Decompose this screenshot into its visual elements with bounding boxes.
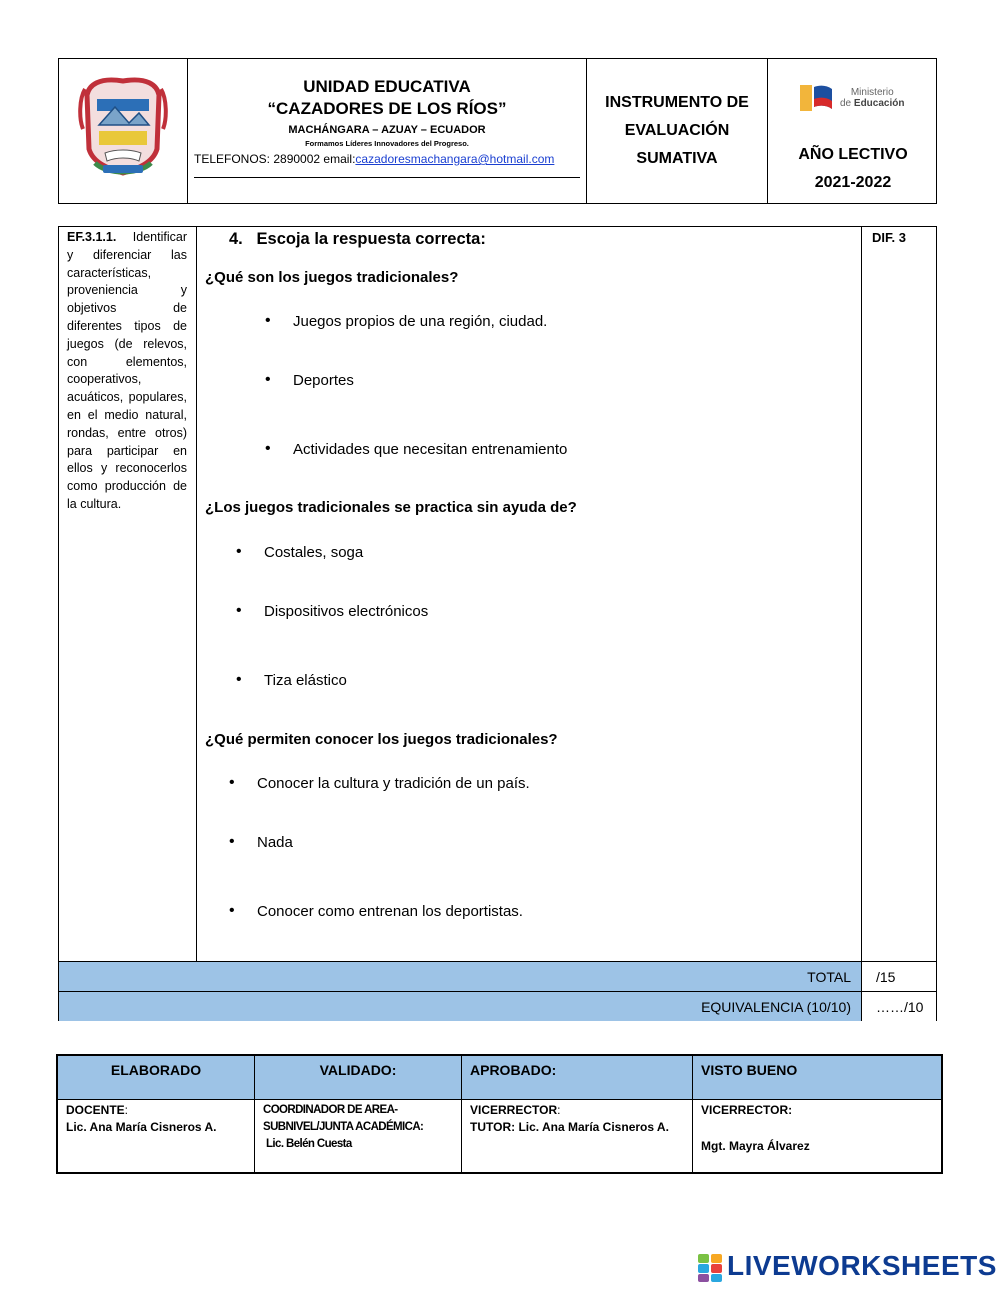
signature-header: APROBADO:: [462, 1056, 692, 1100]
signature-cell-aprobado: [462, 1056, 693, 1172]
exercise-title: [229, 230, 486, 249]
role-suffix: :: [124, 1103, 129, 1117]
question-3: ¿Qué permiten conocer los juegos tradicionales?: [205, 731, 558, 748]
signature-body: [701, 1102, 937, 1155]
total-value: /15: [861, 962, 936, 991]
criterion-code: EF.3.1.1.: [67, 230, 117, 244]
exercise-instruction: Escoja la respuesta correcta:: [256, 230, 486, 248]
exercise-number: 4.: [229, 230, 243, 248]
liveworksheets-text: LIVEWORKSHEETS: [727, 1250, 997, 1281]
total-row: [59, 961, 936, 991]
answer-option[interactable]: • Dispositivos electrónicos: [264, 603, 428, 620]
instrument-line: INSTRUMENTO DE: [605, 94, 749, 111]
instrument-line: SUMATIVA: [636, 150, 718, 167]
header-table: [58, 58, 937, 204]
criterion-text: [67, 229, 187, 514]
answer-option[interactable]: • Juegos propios de una región, ciudad.: [293, 313, 547, 330]
signature-name: Lic. Ana María Cisneros A.: [66, 1120, 217, 1134]
answer-option[interactable]: • Conocer como entrenan los deportistas.: [257, 903, 523, 920]
role-suffix: :: [557, 1103, 561, 1117]
signature-role: [66, 1102, 250, 1119]
phone-text: TELEFONOS: 2890002 email:: [194, 152, 356, 166]
criterion-description: Identificar y diferenciar las características, proveniencia y objetivos de diferentes tipos de juegos (de relevos, con elementos, cooperativos, acuáticos, populares, en el medio natural, rondas, entre otros) para participar en ellos y reconocerlos como producción de la cultura.: [67, 230, 187, 511]
ministry-prefix: de: [840, 98, 854, 109]
signature-name: Mgt. Mayra Álvarez: [701, 1139, 810, 1153]
question-1: ¿Qué son los juegos tradicionales?: [205, 269, 459, 286]
question-2: ¿Los juegos tradicionales se practica sin ayuda de?: [205, 499, 577, 516]
equivalence-label: EQUIVALENCIA (10/10): [701, 999, 851, 1015]
email-link[interactable]: cazadoresmachangara@hotmail.com: [355, 152, 555, 166]
ministry-line: [840, 98, 904, 109]
role-text: DOCENTE: [66, 1103, 125, 1117]
signatures-table: [56, 1054, 943, 1174]
signature-body: [470, 1102, 688, 1136]
total-label: TOTAL: [807, 969, 851, 985]
signature-header: ELABORADO: [58, 1056, 254, 1100]
difficulty-cell: [861, 227, 938, 961]
criterion-cell: [59, 227, 197, 961]
signature-body: [66, 1102, 250, 1136]
year-value: 2021-2022: [814, 174, 892, 191]
signature-cell-elaborado: [58, 1056, 255, 1172]
school-crest-icon: [59, 59, 188, 205]
ministry-text: [840, 87, 904, 109]
signature-name: TUTOR: Lic. Ana María Cisneros A.: [470, 1120, 669, 1134]
equivalence-value: ……/10: [861, 992, 936, 1021]
instrument-cell: [587, 59, 768, 203]
signature-header: VALIDADO:: [255, 1056, 461, 1100]
signature-cell-visto-bueno: [693, 1056, 941, 1172]
equivalence-row: [59, 991, 936, 1021]
exercise-table: [58, 226, 937, 1021]
school-year: [768, 141, 938, 197]
answer-option[interactable]: • Costales, soga: [264, 544, 363, 561]
school-motto: Formamos Líderes Innovadores del Progreso.: [305, 139, 469, 148]
school-type: UNIDAD EDUCATIVA: [303, 77, 471, 96]
school-info-cell: [188, 59, 587, 203]
year-label: AÑO LECTIVO: [798, 146, 908, 163]
school-location: MACHÁNGARA – AZUAY – ECUADOR: [288, 124, 486, 136]
school-contact: [194, 152, 580, 166]
ministry-strong: Educación: [853, 98, 905, 109]
role-text: VICERRECTOR: [470, 1103, 558, 1117]
school-name: “CAZADORES DE LOS RÍOS”: [267, 99, 507, 118]
divider: [194, 177, 580, 178]
ministry-flag-icon: [798, 81, 838, 115]
signature-role: VICERRECTOR:: [701, 1103, 793, 1117]
signature-header: VISTO BUENO: [693, 1056, 941, 1100]
difficulty-label: DIF. 3: [872, 230, 906, 245]
answer-option[interactable]: • Conocer la cultura y tradición de un país.: [257, 775, 530, 792]
answer-option[interactable]: • Deportes: [293, 372, 354, 389]
signature-name: Lic. Belén Cuesta: [266, 1138, 352, 1150]
signature-role: COORDINADOR DE AREA-SUBNIVEL/JUNTA ACADÉMICA:: [263, 1104, 424, 1133]
instrument-line: EVALUACIÓN: [624, 122, 730, 139]
ministry-line: Ministerio: [850, 87, 894, 98]
instrument-title: [587, 89, 767, 173]
signature-cell-validado: [255, 1056, 462, 1172]
signature-role: [470, 1102, 688, 1119]
liveworksheets-icon: [697, 1253, 723, 1283]
answer-option[interactable]: • Actividades que necesitan entrenamiento: [293, 441, 567, 458]
answer-option[interactable]: • Nada: [257, 834, 293, 851]
signature-body: [263, 1102, 457, 1153]
answer-option[interactable]: • Tiza elástico: [264, 672, 347, 689]
year-cell: [768, 59, 938, 203]
school-logo-cell: [59, 59, 188, 203]
